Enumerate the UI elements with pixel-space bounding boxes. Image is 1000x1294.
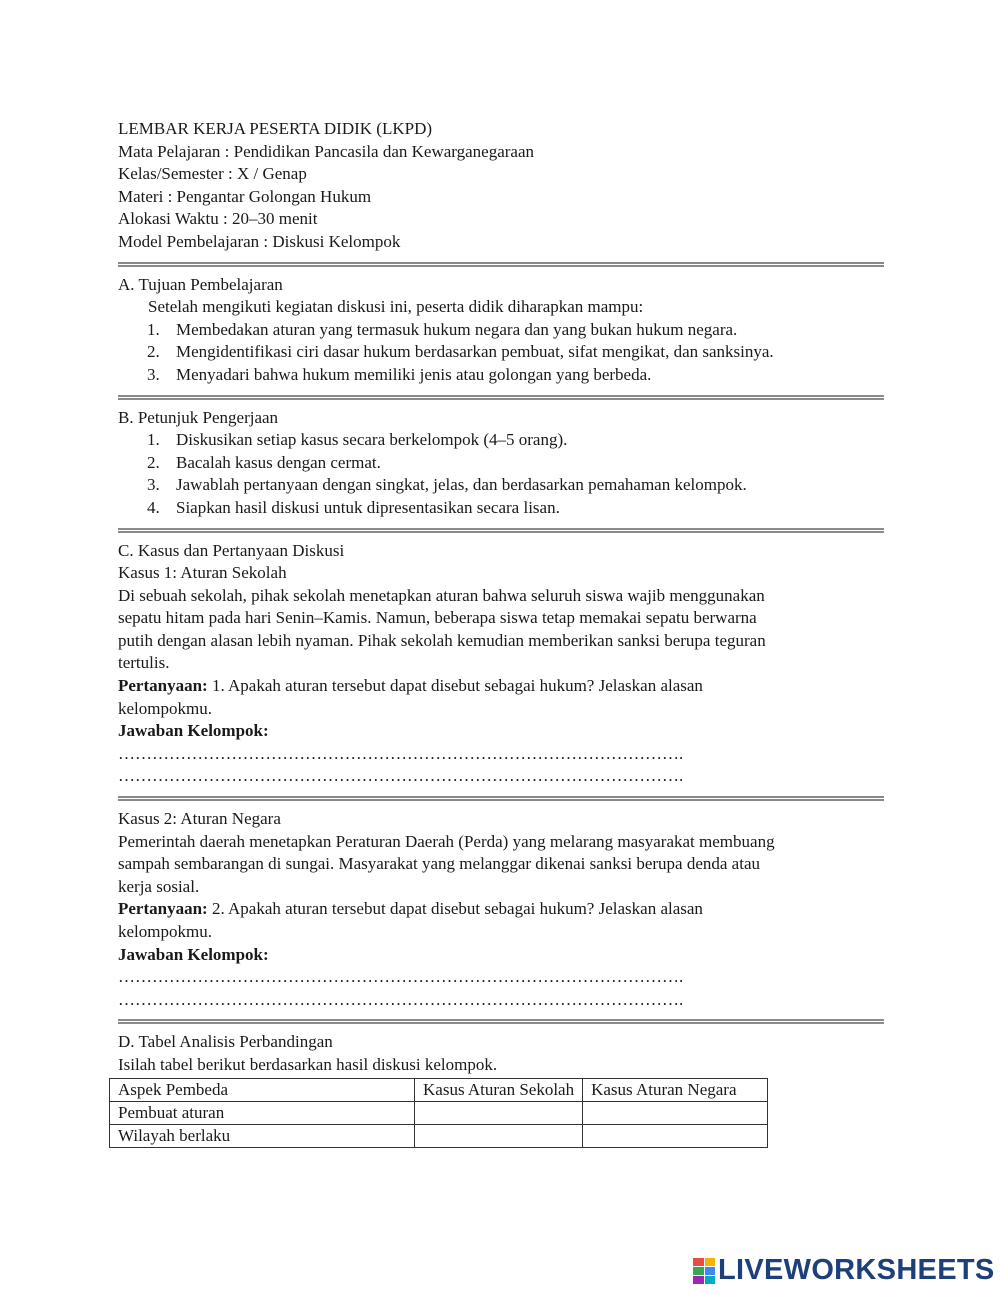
header-time: Alokasi Waktu : 20–30 menit: [118, 209, 318, 229]
list-item: 1. Membedakan aturan yang termasuk hukum negara dan yang bukan hukum negara.: [147, 319, 738, 339]
divider: [118, 262, 884, 267]
comparison-table: [109, 1078, 768, 1148]
section-a-intro: Setelah mengikuti kegiatan diskusi ini, peserta didik diharapkan mampu:: [148, 297, 644, 317]
case-1-text: tertulis.: [118, 653, 170, 673]
case-1-question: Pertanyaan: 1. Apakah aturan tersebut dapat disebut sebagai hukum? Jelaskan alasan: [118, 676, 703, 696]
case-1-answer-label: Jawaban Kelompok:: [118, 721, 269, 741]
divider: [118, 796, 884, 801]
table-header-row: [110, 1078, 768, 1101]
worksheet-page: [118, 118, 888, 1148]
row-aspect: Pembuat aturan: [110, 1101, 415, 1124]
logo-square: [693, 1258, 704, 1266]
row-aspect: Wilayah berlaku: [110, 1124, 415, 1147]
header-subject: Mata Pelajaran : Pendidikan Pancasila dan Kewarganegaraan: [118, 141, 535, 161]
list-item: 4. Siapkan hasil diskusi untuk dipresentasikan secara lisan.: [147, 497, 560, 517]
question-label: Pertanyaan:: [118, 899, 208, 919]
section-b-heading: B. Petunjuk Pengerjaan: [118, 407, 279, 427]
case-2-answer-line[interactable]: ……………………………………………………………………………………….: [118, 989, 684, 1009]
liveworksheets-logo-mark-icon: [693, 1258, 715, 1284]
section-b-list: [118, 429, 888, 519]
header-topic: Materi : Pengantar Golongan Hukum: [118, 186, 372, 206]
case-2-answer-label: Jawaban Kelompok:: [118, 944, 269, 964]
logo-square: [705, 1267, 716, 1275]
column-header: Kasus Aturan Negara: [583, 1078, 768, 1101]
case-2-text: sampah sembarangan di sungai. Masyarakat yang melanggar dikenai sanksi berupa denda atau: [118, 854, 760, 874]
table-row: [110, 1124, 768, 1147]
header-class: Kelas/Semester : X / Genap: [118, 164, 307, 184]
logo-square: [693, 1276, 704, 1284]
case-1-answer-line[interactable]: ……………………………………………………………………………………….: [118, 743, 684, 763]
list-item: 3. Menyadari bahwa hukum memiliki jenis atau golongan yang berbeda.: [147, 364, 652, 384]
list-item: 2. Bacalah kasus dengan cermat.: [147, 452, 381, 472]
header-model: Model Pembelajaran : Diskusi Kelompok: [118, 231, 401, 251]
logo-text: LIVEWORKSHEETS: [718, 1254, 995, 1286]
case-1-question-cont: kelompokmu.: [118, 698, 212, 718]
column-header: Aspek Pembeda: [110, 1078, 415, 1101]
case-2-question-cont: kelompokmu.: [118, 922, 212, 941]
column-header: Kasus Aturan Sekolah: [415, 1078, 583, 1101]
logo-square: [705, 1276, 716, 1284]
case-1-title: Kasus 1: Aturan Sekolah: [118, 563, 287, 583]
section-c-heading: C. Kasus dan Pertanyaan Diskusi: [118, 540, 345, 560]
case-2-text: kerja sosial.: [118, 876, 200, 896]
liveworksheets-logo: [693, 1254, 995, 1287]
divider: [118, 1019, 884, 1024]
answer-cell-sekolah[interactable]: [415, 1101, 583, 1124]
section-a-heading: A. Tujuan Pembelajaran: [118, 274, 283, 294]
case-1-text: Di sebuah sekolah, pihak sekolah menetapkan aturan bahwa seluruh siswa wajib menggunakan: [118, 585, 765, 605]
table-row: [110, 1101, 768, 1124]
divider: [118, 528, 884, 533]
list-item: 3. Jawablah pertanyaan dengan singkat, jelas, dan berdasarkan pemahaman kelompok.: [147, 475, 747, 495]
answer-cell-sekolah[interactable]: [415, 1124, 583, 1147]
case-2-question: Pertanyaan: 2. Apakah aturan tersebut dapat disebut sebagai hukum? Jelaskan alasan: [118, 899, 703, 919]
case-2-title: Kasus 2: Aturan Negara: [118, 809, 281, 829]
case-1-text: putih dengan alasan lebih nyaman. Pihak sekolah kemudian memberikan sanksi berupa teguran: [118, 630, 766, 650]
question-label: Pertanyaan:: [118, 676, 208, 696]
section-d-intro: Isilah tabel berikut berdasarkan hasil diskusi kelompok.: [118, 1054, 498, 1074]
list-item: 1. Diskusikan setiap kasus secara berkelompok (4–5 orang).: [147, 430, 568, 450]
worksheet-title: LEMBAR KERJA PESERTA DIDIK (LKPD): [118, 119, 433, 138]
list-item: 2. Mengidentifikasi ciri dasar hukum berdasarkan pembuat, sifat mengikat, dan sanksinya.: [147, 342, 774, 362]
answer-cell-negara[interactable]: [583, 1124, 768, 1147]
case-2-answer-line[interactable]: ……………………………………………………………………………………….: [118, 967, 684, 987]
case-2-text: Pemerintah daerah menetapkan Peraturan Daerah (Perda) yang melarang masyarakat membuang: [118, 831, 775, 851]
divider: [118, 395, 884, 400]
section-d-heading: D. Tabel Analisis Perbandingan: [118, 1032, 333, 1052]
section-a-list: [118, 319, 888, 387]
logo-square: [693, 1267, 704, 1275]
logo-square: [705, 1258, 716, 1266]
answer-cell-negara[interactable]: [583, 1101, 768, 1124]
case-1-text: sepatu hitam pada hari Senin–Kamis. Namun, beberapa siswa tetap memakai sepatu berwarna: [118, 608, 757, 628]
case-1-answer-line[interactable]: ……………………………………………………………………………………….: [118, 766, 684, 786]
